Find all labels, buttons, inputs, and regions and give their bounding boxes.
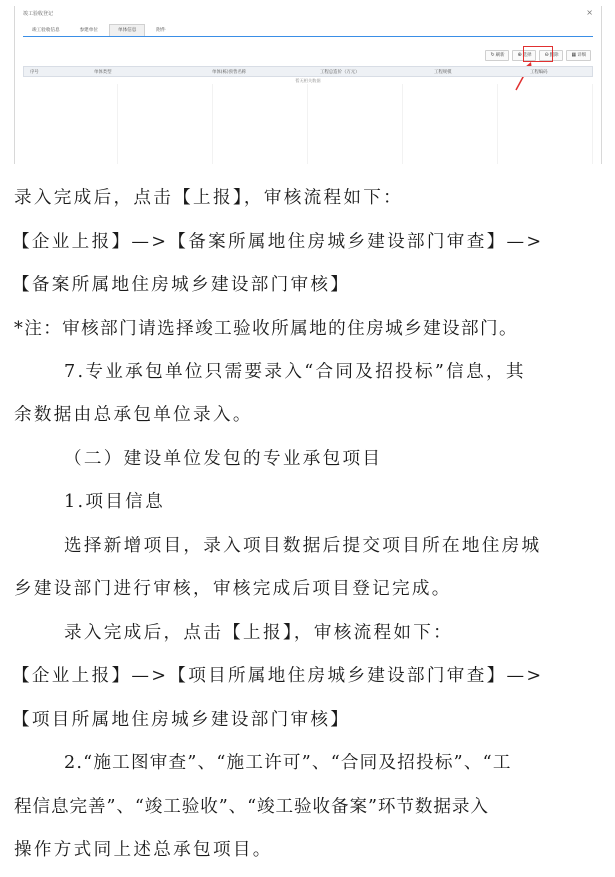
paragraph-line: 7.专业承包单位只需要录入“合同及招投标”信息，其 — [64, 362, 526, 382]
remove-icon: ⊖ — [544, 52, 549, 58]
dialog-title: 竣工验收登记 — [23, 11, 54, 17]
tab-attachments[interactable]: 附件 — [156, 28, 166, 33]
empty-message: 暂无相关数据 — [295, 78, 321, 83]
unit-table — [23, 66, 593, 84]
tab-underline — [23, 36, 593, 37]
tab-completion-info[interactable]: 竣工验收信息 — [32, 28, 60, 33]
refresh-button[interactable] — [485, 50, 509, 61]
tab-bar — [23, 24, 177, 36]
paragraph-line: 操作方式同上述总承包项目。 — [14, 840, 273, 860]
close-icon[interactable]: × — [586, 8, 593, 17]
paragraph-line: 乡建设部门进行审核，审核完成后项目登记完成。 — [14, 579, 452, 599]
paragraph-line: 余数据由总承包单位录入。 — [14, 405, 253, 425]
paragraph-line: 程信息完善”、“竣工验收”、“竣工验收备案”环节数据录入 — [14, 797, 489, 817]
table-body — [23, 84, 593, 164]
col-project-code: 工程编码 — [530, 70, 548, 75]
paragraph-line: 选择新增项目，录入项目数据后提交项目所在地住房城 — [64, 536, 542, 556]
dialog-titlebar — [15, 6, 601, 20]
table-header — [23, 66, 593, 77]
select-label: 选择 — [522, 53, 532, 58]
delete-label: 删除 — [549, 53, 559, 58]
select-highlight-box — [523, 46, 553, 62]
subsection-heading: 1.项目信息 — [64, 492, 165, 512]
paragraph-line: 2.“施工图审查”、“施工许可”、“合同及招投标”、“工 — [64, 753, 512, 773]
embedded-screenshot — [14, 6, 602, 164]
paragraph-line: 【备案所属地住房城乡建设部门审核】 — [12, 275, 351, 295]
detail-label: 详细 — [577, 53, 586, 58]
refresh-icon: ↻ — [490, 52, 495, 58]
tab-participants[interactable]: 参建单位 — [79, 28, 98, 33]
col-total-cost: 工程总造价（万元） — [320, 70, 360, 75]
col-index: 序号 — [30, 70, 39, 75]
paragraph-line: 录入完成后，点击【上报】，审核流程如下： — [14, 188, 404, 208]
detail-button[interactable] — [566, 50, 591, 61]
grid-icon: ▦ — [571, 52, 577, 58]
paragraph-line: 【企业上报】—>【备案所属地住房城乡建设部门审查】—> — [12, 232, 544, 252]
note-line: *注：审核部门请选择竣工验收所属地的住房城乡建设部门。 — [14, 319, 519, 339]
paragraph-line: 录入完成后，点击【上报】，审核流程如下： — [64, 623, 454, 643]
paragraph-line: 【企业上报】—>【项目所属地住房城乡建设部门审查】—> — [12, 666, 544, 686]
paragraph-line: 【项目所属地住房城乡建设部门审核】 — [12, 710, 351, 730]
tab-unit-info[interactable]: 单体信息 — [109, 24, 145, 36]
col-unit-name: 单体(栋)预售名称 — [212, 70, 247, 75]
col-unit-type: 单体类型 — [94, 70, 112, 75]
section-heading: （二）建设单位发包的专业承包项目 — [64, 449, 383, 469]
refresh-label: 刷新 — [495, 53, 505, 58]
col-scale: 工程规模 — [434, 70, 452, 75]
add-icon: ⊕ — [517, 52, 522, 58]
